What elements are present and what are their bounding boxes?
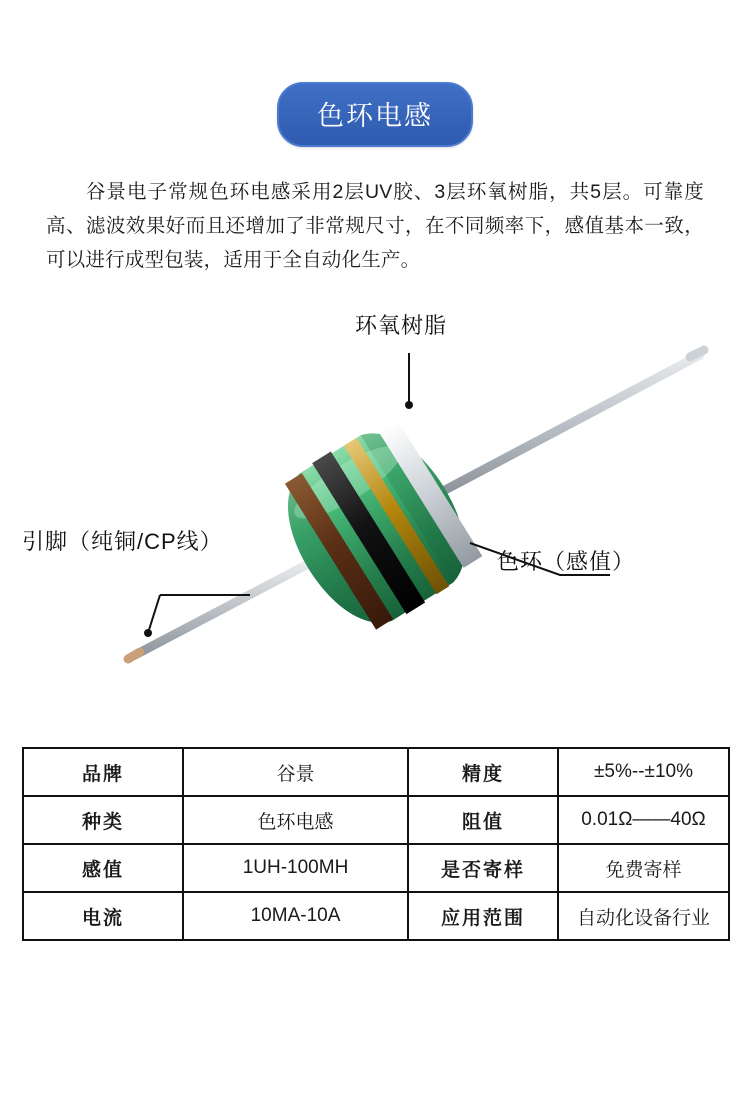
spec-value: 10MA-10A	[183, 892, 408, 940]
spec-value: 自动化设备行业	[558, 892, 729, 940]
label-epoxy-resin: 环氧树脂	[355, 313, 448, 338]
table-row	[23, 796, 729, 844]
product-illustration	[0, 295, 750, 725]
spec-key: 阻值	[408, 796, 558, 844]
spec-key: 感值	[23, 844, 183, 892]
spec-table-container	[22, 747, 728, 941]
spec-value: 免费寄样	[558, 844, 729, 892]
spec-key: 是否寄样	[408, 844, 558, 892]
spec-key: 种类	[23, 796, 183, 844]
spec-key: 应用范围	[408, 892, 558, 940]
spec-value: 谷景	[183, 748, 408, 796]
spec-key: 精度	[408, 748, 558, 796]
page-title-container	[0, 82, 750, 147]
spec-value: 色环电感	[183, 796, 408, 844]
spec-table	[22, 747, 730, 941]
inductor-diagram	[0, 295, 750, 725]
spec-value: 1UH-100MH	[183, 844, 408, 892]
spec-key: 品牌	[23, 748, 183, 796]
table-row	[23, 844, 729, 892]
table-row	[23, 748, 729, 796]
spec-value: 0.01Ω——40Ω	[558, 796, 729, 844]
table-row	[23, 892, 729, 940]
spec-key: 电流	[23, 892, 183, 940]
label-color-ring: 色环（感值）	[497, 549, 636, 574]
description-text: 谷景电子常规色环电感采用2层UV胶、3层环氧树脂，共5层。可靠度高、滤波效果好而且还增加了非常规尺寸，在不同频率下，感值基本一致，可以进行成型包装，适用于全自动化生产。	[46, 181, 704, 271]
product-description	[46, 175, 704, 277]
page-title: 色环电感	[277, 82, 473, 147]
label-lead-wire: 引脚（纯铜/CP线）	[22, 529, 223, 554]
spec-value: ±5%--±10%	[558, 748, 729, 796]
